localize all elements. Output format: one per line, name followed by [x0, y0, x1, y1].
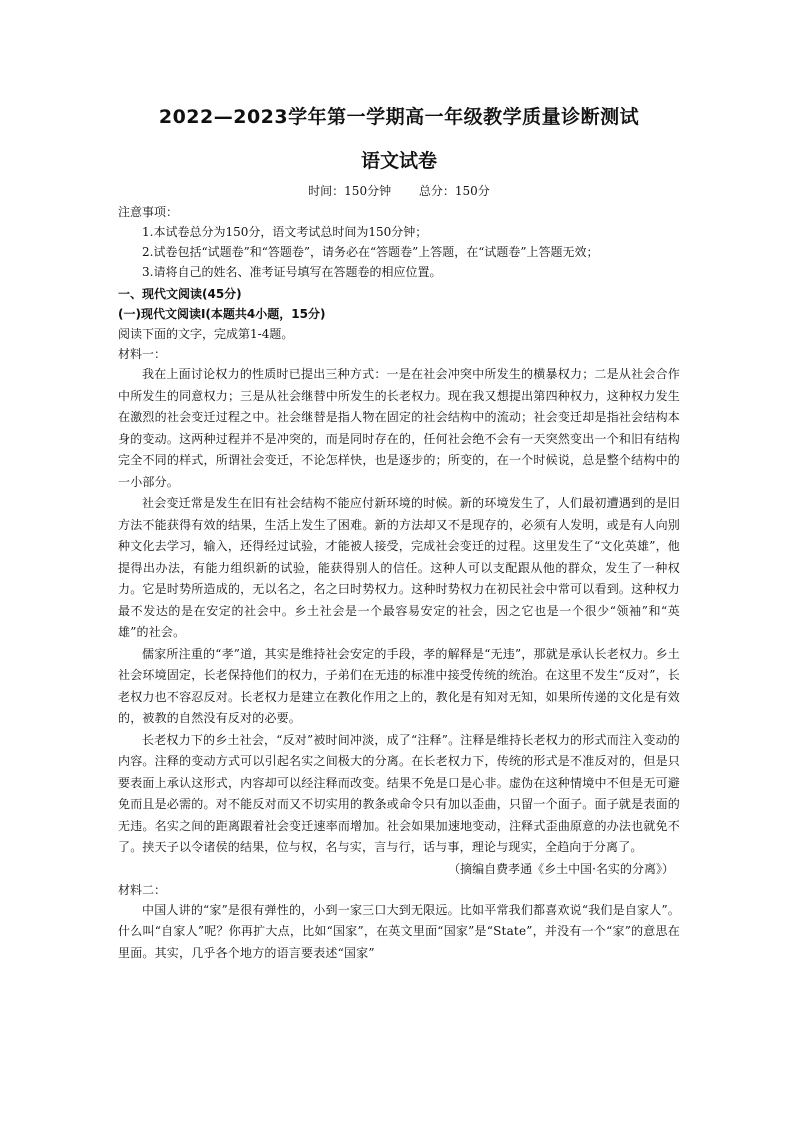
notice-block	[118, 202, 680, 282]
exam-title: 2022—2023学年第一学期高一年级教学质量诊断测试	[158, 106, 640, 128]
exam-score: 总分：150分	[418, 184, 490, 198]
material-1-paragraph: 我在上面讨论权力的性质时已提出三种方式：一是在社会冲突中所发生的横暴权力；二是从社会合作中所发生的同意权力；三是从社会继替中所发生的长老权力。现在我又想提出第四种权力，这种权力发生在激烈的社会变迁过程之中。社会继替是指人物在固定的社会结构中的流动；社会变迁却是指社会结构本身的变动。这两种过程并不是冲突的，而是同时存在的，任何社会绝不会有一天突然变出一个和旧有结构完全不同的样式，所谓社会变迁，不论怎样快，也是逐步的；所变的，在一个时候说，总是整个结构中的一小部分。	[118, 367, 680, 489]
material-1-paragraph: 社会变迁常是发生在旧有社会结构不能应付新环境的时候。新的环境发生了，人们最初遭遇到的是旧方法不能获得有效的结果，生活上发生了困难。新的方法却又不是现存的，必须有人发明，或是有人向别种文化去学习，输入，还得经过试验，才能被人接受，完成社会变迁的过程。这里发生了“文化英雄”，他提得出办法，有能力组织新的试验，能获得别人的信任。这种人可以支配跟从他的群众，发生了一种权力。它是时势所造成的，无以名之，名之曰时势权力。这种时势权力在初民社会中常可以看到。这种权力最不发达的是在安定的社会中。乡土社会是一个最容易安定的社会，因之它也是一个很少“领袖”和“英雄”的社会。	[118, 496, 680, 639]
notice-item-2: 2.试卷包括“试题卷”和“答题卷”，请务必在“答题卷”上答题，在“试题卷”上答题无效；	[142, 245, 599, 259]
notice-item-1: 1.本试卷总分为150分，语文考试总时间为150分钟；	[142, 225, 428, 239]
material-1-paragraph: 儒家所注重的“孝”道，其实是维持社会安定的手段，孝的解释是“无违”，那就是承认长老权力。乡土社会环境固定，长老保持他们的权力，子弟们在无违的标准中接受传统的统治。在这里不发生“反对”，长老权力也不容忍反对。长老权力是建立在教化作用之上的，教化是有知对无知，如果所传递的文化是有效的，被教的自然没有反对的必要。	[118, 646, 680, 725]
exam-time: 时间：150分钟	[308, 184, 392, 198]
material-1-source: （摘编自费孝通《乡土中国·名实的分离》）	[448, 861, 674, 876]
exam-meta	[118, 182, 680, 200]
material-2-paragraph: 中国人讲的“家”是很有弹性的，小到一家三口大到无限远。比如平常我们都喜欢说“我们是自家人”。什么叫“自家人”呢？你再扩大点，比如“国家”，在英文里面“国家”是“State”，并没有一个“家”的意思在里面。其实，几乎各个地方的语言要表述“国家”	[118, 902, 680, 960]
notice-heading: 注意事项：	[118, 205, 179, 219]
section-1	[118, 284, 680, 964]
material-1-paragraph: 长老权力下的乡土社会，“反对”被时间冲淡，成了“注释”。注释是维持长老权力的形式而注入变动的内容。注释的变动方式可以引起名实之间极大的分离。在长老权力下，传统的形式是不准反对的，但是只要表面上承认这形式，内容却可以经注释而改变。结果不免是口是心非。虚伪在这种情境中不但是无可避免而且是必需的。对不能反对而又不切实用的教条或命令只有加以歪曲，只留一个面子。面子就是表面的无违。名实之间的距离跟着社会变迁速率而增加。社会如果加速地变动，注释式歪曲原意的办法也就免不了。挟天子以令诸侯的结果，位与权，名与实，言与行，话与事，理论与现实，全趋向于分离了。	[118, 732, 680, 854]
material-2-body	[118, 900, 680, 965]
notice-item-3: 3.请将自己的姓名、准考证号填写在答题卷的相应位置。	[142, 265, 442, 279]
section-1-heading: 一、现代文阅读(45分)	[118, 287, 242, 301]
material-2-label: 材料二：	[118, 882, 167, 897]
material-1-label: 材料一：	[118, 347, 167, 361]
material-1-body	[118, 364, 680, 880]
section-1-subheading: (一)现代文阅读Ⅰ(本题共4小题，15分)	[118, 307, 326, 321]
exam-subtitle: 语文试卷	[360, 150, 437, 172]
section-1-instruction: 阅读下面的文字，完成第1-4题。	[118, 327, 294, 341]
